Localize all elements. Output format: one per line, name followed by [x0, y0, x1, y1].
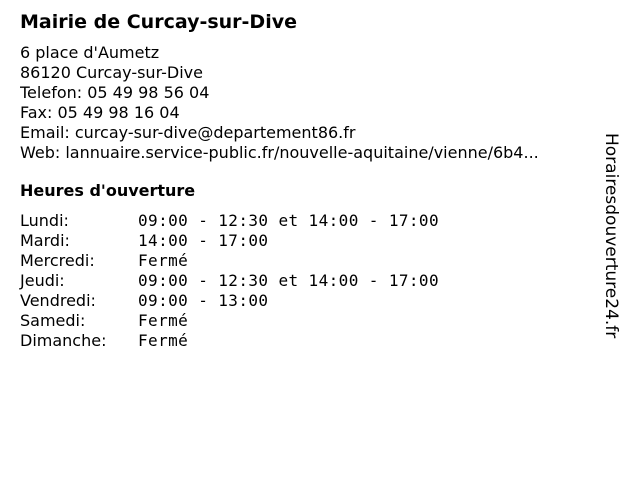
hours-row-monday	[20, 211, 610, 231]
fax-line: Fax: 05 49 98 16 04	[20, 103, 180, 122]
hours-table	[20, 211, 610, 351]
contact-block	[20, 43, 610, 163]
day-label: Mardi:	[20, 231, 70, 250]
hours-row-friday	[20, 291, 610, 311]
day-label: Jeudi:	[20, 271, 65, 290]
address-street: 6 place d'Aumetz	[20, 43, 160, 62]
day-hours: 14:00 - 17:00	[138, 231, 269, 250]
email-line: Email: curcay-sur-dive@departement86.fr	[20, 123, 356, 142]
day-label: Mercredi:	[20, 251, 95, 270]
hours-row-sunday	[20, 331, 610, 351]
hours-heading: Heures d'ouverture	[20, 181, 196, 200]
address-city: 86120 Curcay-sur-Dive	[20, 63, 203, 82]
hours-row-thursday	[20, 271, 610, 291]
site-watermark: Horairesdouverture24.fr	[601, 133, 621, 339]
hours-row-wednesday	[20, 251, 610, 271]
day-hours: 09:00 - 12:30 et 14:00 - 17:00	[138, 211, 439, 230]
day-hours: 09:00 - 12:30 et 14:00 - 17:00	[138, 271, 439, 290]
listing-card	[20, 10, 610, 351]
day-label: Samedi:	[20, 311, 86, 330]
hours-row-tuesday	[20, 231, 610, 251]
day-label: Vendredi:	[20, 291, 96, 310]
day-hours: Fermé	[138, 251, 189, 270]
web-line: Web: lannuaire.service-public.fr/nouvelle-aquitaine/vienne/6b4...	[20, 143, 539, 162]
page-title: Mairie de Curcay-sur-Dive	[20, 11, 297, 33]
day-hours: 09:00 - 13:00	[138, 291, 269, 310]
phone-line: Telefon: 05 49 98 56 04	[20, 83, 210, 102]
day-hours: Fermé	[138, 331, 189, 350]
day-label: Lundi:	[20, 211, 69, 230]
hours-row-saturday	[20, 311, 610, 331]
day-label: Dimanche:	[20, 331, 107, 350]
day-hours: Fermé	[138, 311, 189, 330]
